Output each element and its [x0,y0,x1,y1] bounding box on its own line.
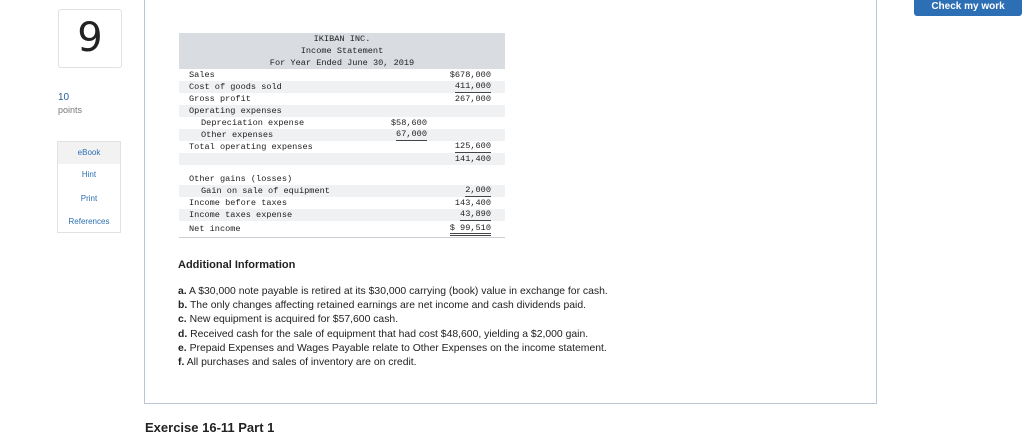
row-amount: 43,890 [460,209,491,219]
statement-divider [179,237,505,238]
statement-row [179,173,505,185]
question-number: 9 [58,9,122,68]
company-name: IKIBAN INC. [313,34,371,44]
statement-row [179,197,505,209]
statement-period: For Year Ended June 30, 2019 [269,58,415,68]
list-item [178,285,608,299]
row-subamount: 67,000 [396,129,427,139]
item-text: The only changes affecting retained earnings are net income and cash dividends paid. [189,300,587,312]
row-amount: $678,000 [449,70,491,80]
statement-row [179,129,505,141]
row-amount: 267,000 [454,94,491,104]
row-amount: 125,600 [454,141,491,151]
check-my-work-button[interactable]: Check my work [914,0,1022,16]
row-amount: 411,000 [454,81,491,91]
hint-link[interactable]: Hint [81,170,97,179]
item-text: Prepaid Expenses and Wages Payable relate to Other Expenses on the income statement. [189,342,607,354]
income-statement [179,33,505,240]
row-label: Income taxes expense [189,210,293,220]
row-amount: 143,400 [454,198,491,208]
row-label: Total operating expenses [189,142,313,152]
list-item [178,342,608,356]
row-amount: 141,400 [454,154,491,164]
row-label: Other gains (losses) [189,174,293,184]
item-text: Received cash for the sale of equipment that had cost $48,600, yielding a $2,000 gain. [190,328,589,340]
item-text: New equipment is acquired for $57,600 cash. [189,314,399,326]
list-item [178,299,608,313]
row-label: Operating expenses [189,106,282,116]
statement-row [179,117,505,129]
statement-row [179,141,505,153]
row-label: Other expenses [201,130,274,140]
row-label: Income before taxes [189,198,287,208]
statement-row [179,105,505,117]
statement-row [179,223,505,235]
points-value: 10 [58,92,70,103]
tools-panel [57,141,121,233]
statement-row [179,93,505,105]
item-text: A $30,000 note payable is retired at its $30,000 carrying (book) value in exchange for cash. [189,286,608,297]
statement-title: Income Statement [300,46,384,56]
item-letter: f. [178,357,185,369]
row-subamount: $58,600 [390,118,427,128]
row-label: Gain on sale of equipment [201,186,330,196]
item-letter: a. [178,286,187,297]
list-item [178,356,608,370]
row-label: Gross profit [189,94,251,104]
statement-header [179,33,505,69]
item-letter: e. [178,342,187,354]
statement-row [179,209,505,221]
print-link[interactable]: Print [80,194,98,203]
row-label: Sales [189,70,215,80]
statement-row [179,81,505,93]
statement-row [179,185,505,197]
statement-row [179,69,505,81]
ebook-link[interactable]: eBook [58,142,120,164]
exercise-title: Exercise 16-11 Part 1 [145,420,275,435]
references-link[interactable]: References [68,217,110,226]
item-letter: b. [178,300,188,312]
additional-info-title: Additional Information [178,259,296,271]
row-label: Depreciation expense [201,118,305,128]
list-item [178,328,608,342]
additional-info-list [178,285,608,370]
row-label: Cost of goods sold [189,82,282,92]
statement-row [179,153,505,165]
points-label: points [58,105,83,115]
row-amount: 2,000 [465,185,491,195]
item-text: All purchases and sales of inventory are on credit. [186,357,417,369]
row-amount: $ 99,510 [450,223,491,236]
row-label: Net income [189,224,241,234]
list-item [178,313,608,327]
item-letter: c. [178,314,187,326]
item-letter: d. [178,328,188,340]
